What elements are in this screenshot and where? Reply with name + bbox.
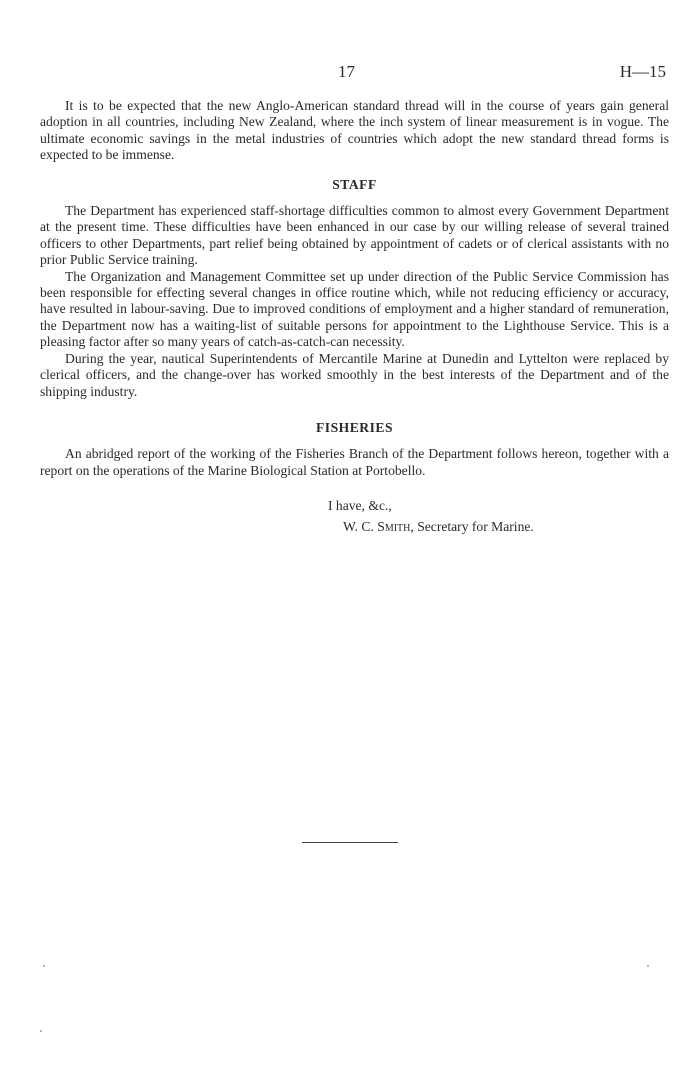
- signoff-greeting: I have, &c.,: [328, 498, 392, 514]
- section-heading-fisheries: FISHERIES: [315, 419, 394, 435]
- scan-speck: [43, 965, 45, 967]
- section-heading-staff: STAFF: [332, 176, 377, 192]
- signatory-title: , Secretary for Marine.: [410, 519, 534, 535]
- paragraph-standard-thread: It is to be expected that the new Anglo-American standard thread will in the course of years gain general adoption in all countries, including New Zealand, where the inch system of linear measurement is in vogue. The ultimate economic savings in the metal industries of countries which adopt the new standard thread forms is expected to be immense.: [40, 98, 669, 163]
- page-number: 17: [338, 62, 355, 81]
- paragraph-organization-committee: The Organization and Management Committee set up under direction of the Public Service Commission has been responsible for effecting several changes in office routine which, while not reducing efficiency or accuracy, have resulted in labour-saving. Due to improved conditions of employment and a higher standard of remuneration, the Department now has a waiting-list of suitable persons for appointment to the Lighthouse Service. This is a pleasing factor after so many years of catch-as-catch-can necessity.: [40, 268, 669, 350]
- signatory-initials: W. C.: [343, 519, 374, 535]
- paragraph-superintendents: During the year, nautical Superintendents of Mercantile Marine at Dunedin and Lyttelton were replaced by clerical officers, and the change-over has worked smoothly in the best interests of the Department and of the shipping industry.: [40, 350, 669, 399]
- paragraph-staff-shortage: The Department has experienced staff-shortage difficulties common to almost every Government Department at the present time. These difficulties have been enhanced in our case by our willing release of several trained officers to other Departments, part relief being obtained by appointment of cadets or of clerical assistants with no prior Public Service training.: [40, 203, 669, 268]
- page-header: [0, 62, 700, 82]
- signature-line: [40, 517, 669, 537]
- document-reference: H—15: [619, 62, 666, 81]
- end-rule: [302, 842, 398, 843]
- signatory-surname: Smith: [377, 519, 411, 535]
- document-body: [40, 98, 669, 537]
- scan-speck: [647, 965, 649, 967]
- scan-speck: [40, 1030, 42, 1032]
- paragraph-fisheries-report: An abridged report of the working of the Fisheries Branch of the Department follows hereon, together with a report on the operations of the Marine Biological Station at Portobello.: [40, 446, 669, 478]
